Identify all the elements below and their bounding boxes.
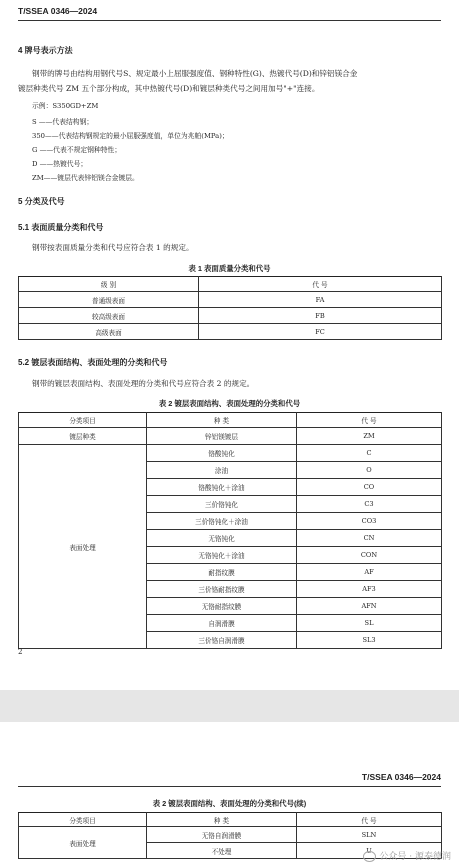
section-5-1-title: 5.1 表面质量分类和代号	[18, 223, 104, 232]
table-1	[18, 276, 442, 340]
table-cell-code: SLN	[297, 827, 442, 843]
table-2-caption: 表 2 镀层表面结构、表面处理的分类和代号	[158, 399, 301, 408]
table-1-header-code: 代 号	[199, 277, 442, 292]
table-cell-code: SL3	[297, 632, 442, 649]
header-rule-2	[18, 786, 441, 787]
table-2-header-type: 种 类	[147, 413, 297, 428]
table-cell-code: SL	[297, 615, 442, 632]
example-line-5: ZM——镀层代表锌铝镁合金镀层。	[32, 174, 139, 182]
table-2	[18, 412, 442, 649]
table-row: 三价铬自润滑膜	[147, 632, 297, 649]
table-cell-code: AF3	[297, 581, 442, 598]
section-5-2-title: 5.2 镀层表面结构、表面处理的分类和代号	[18, 358, 168, 367]
header-rule	[18, 20, 441, 21]
table-2-continued-caption: 表 2 镀层表面结构、表面处理的分类和代号(续)	[152, 799, 307, 808]
table-1-header-level: 级 别	[19, 277, 199, 292]
table-cell-code: CN	[297, 530, 442, 547]
table-cell-code: AF	[297, 564, 442, 581]
table-row: 三价铬耐指纹膜	[147, 581, 297, 598]
section-4-title: 4 牌号表示方法	[18, 46, 73, 55]
watermark-text: 公众号 · 源泰德润	[379, 852, 451, 862]
table-row: 普通级表面	[19, 292, 199, 308]
table-cell-code: CO	[297, 479, 442, 496]
table-2c-header-type: 种 类	[147, 813, 297, 827]
table-2c-header-code: 代 号	[297, 813, 442, 827]
document-code-header: T/SSEA 0346—2024	[18, 6, 98, 16]
table-row: 锌铝镁镀层	[147, 428, 297, 445]
page-number: 2	[18, 648, 23, 656]
table-cell-code: O	[297, 462, 442, 479]
section-5-title: 5 分类及代号	[18, 197, 65, 206]
table-2-header-category: 分类项目	[19, 413, 147, 428]
table-cell-code: CON	[297, 547, 442, 564]
table-row: 三价铬钝化＋涂油	[147, 513, 297, 530]
document-code-header-2: T/SSEA 0346—2024	[361, 772, 441, 782]
table-cell-category: 表面处理	[19, 445, 147, 649]
example-label: 示例：S350GD+ZM	[32, 102, 99, 110]
section-5-2-para: 钢带的镀层表面结构、表面处理的分类和代号应符合表 2 的规定。	[32, 379, 255, 388]
document-page-2	[0, 722, 459, 866]
table-2c-header-category: 分类项目	[19, 813, 147, 827]
table-cell-code: ZM	[297, 428, 442, 445]
table-row: 较高级表面	[19, 308, 199, 324]
table-row: 铬酸钝化	[147, 445, 297, 462]
section-5-1-para: 钢带按表面质量分类和代号应符合表 1 的规定。	[32, 243, 194, 252]
table-row: 耐指纹膜	[147, 564, 297, 581]
wechat-icon	[363, 851, 376, 862]
table-cell-code: C3	[297, 496, 442, 513]
table-1-caption: 表 1 表面质量分类和代号	[188, 264, 271, 273]
table-row: 涂油	[147, 462, 297, 479]
table-row: 自润滑膜	[147, 615, 297, 632]
table-row: 不处理	[147, 843, 297, 859]
table-cell-category: 镀层种类	[19, 428, 147, 445]
example-line-3: G ——代表不规定钢种特性；	[32, 146, 122, 154]
section-4-para-line1: 钢带的牌号由结构用钢代号S、规定最小上屈服强度值、钢种特性(G)、热镀代号(D)和锌铝镁合金	[32, 69, 358, 78]
table-cell-code: C	[297, 445, 442, 462]
example-line-4: D ——热镀代号；	[32, 160, 88, 168]
table-cell-code: FC	[199, 324, 442, 340]
table-cell-code: U	[297, 843, 442, 859]
example-line-1: S ——代表结构钢；	[32, 118, 94, 126]
table-cell-code: FB	[199, 308, 442, 324]
table-row: 无铬钝化＋涂油	[147, 547, 297, 564]
table-cell-category: 表面处理	[19, 827, 147, 859]
table-row: 无铬钝化	[147, 530, 297, 547]
table-cell-code: CO3	[297, 513, 442, 530]
section-4-para-line2: 镀层种类代号 ZM 五个部分构成，其中热镀代号(D)和镀层种类代号之间用加号"+"连接。	[18, 84, 320, 93]
table-row: 三价铬钝化	[147, 496, 297, 513]
table-cell-code: AFN	[297, 598, 442, 615]
table-row: 高级表面	[19, 324, 199, 340]
table-row: 无铬自润滑膜	[147, 827, 297, 843]
table-cell-code: FA	[199, 292, 442, 308]
table-row: 铬酸钝化＋涂油	[147, 479, 297, 496]
table-row: 无铬耐指纹膜	[147, 598, 297, 615]
watermark	[363, 849, 451, 862]
example-line-2: 350——代表结构钢规定的最小屈服强度值，单位为兆帕(MPa)；	[32, 132, 229, 140]
table-2-header-code: 代 号	[297, 413, 442, 428]
